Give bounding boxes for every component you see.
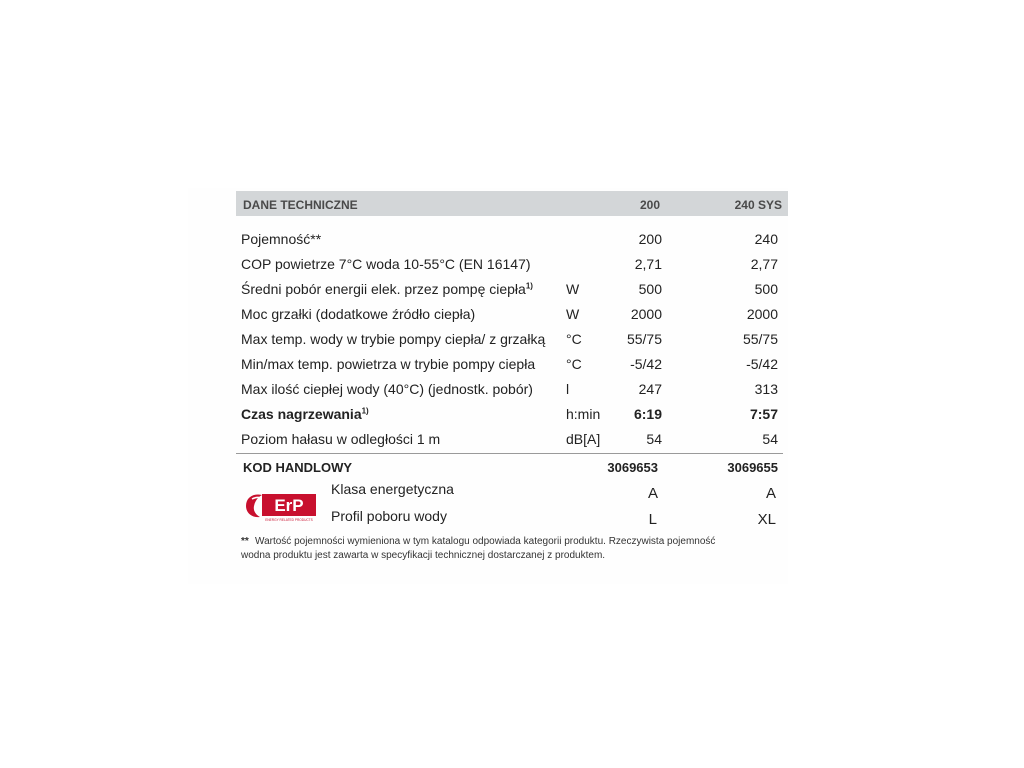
table-row	[241, 281, 781, 301]
table-row	[241, 381, 781, 401]
row-value-240: 2000	[746, 306, 778, 322]
row-label: Średni pobór energii elek. przez pompę ciepła	[241, 281, 526, 297]
table-row	[241, 256, 781, 276]
footnote-line-2: wodna produktu jest zawarta w specyfikacji technicznej dostarczanej z produktem.	[241, 550, 606, 561]
header-col-200: 200	[639, 198, 660, 212]
row-unit: dB[A]	[566, 431, 601, 447]
footnote	[241, 535, 781, 561]
row-unit: °C	[566, 331, 582, 347]
row-value-200: 6:19	[633, 406, 662, 422]
kod-handlowy-240: 3069655	[727, 460, 778, 475]
header-col-240sys: 240 SYS	[734, 198, 782, 212]
row-value-240: 313	[754, 381, 778, 397]
row-value-240: 240	[754, 231, 778, 247]
table-row	[241, 331, 781, 351]
row-unit: °C	[566, 356, 582, 372]
row-unit: h:min	[566, 406, 601, 422]
water-profile-label: Profil poboru wody	[331, 508, 447, 524]
row-unit: W	[566, 306, 580, 322]
row-unit: l	[566, 381, 570, 397]
row-value-200: 500	[638, 281, 662, 297]
table-row-heating-time	[241, 406, 781, 426]
row-value-240: 55/75	[742, 331, 778, 347]
row-value-240: 7:57	[749, 406, 778, 422]
row-label: Min/max temp. powietrza w trybie pompy ciepła	[241, 356, 536, 372]
erp-logo-subtext: ENERGY RELATED PRODUCTS	[265, 518, 313, 522]
row-label: Poziom hałasu w odległości 1 m	[241, 431, 441, 447]
row-label: Czas nagrzewania	[241, 406, 362, 422]
row-value-200: 54	[646, 431, 662, 447]
kod-handlowy-label: KOD HANDLOWY	[243, 460, 353, 475]
row-value-200: 2000	[630, 306, 662, 322]
row-value-200: 2,71	[634, 256, 662, 272]
water-profile-240: XL	[757, 511, 776, 528]
row-label-wrap	[241, 406, 369, 422]
row-value-240: 54	[762, 431, 778, 447]
erp-logo-icon	[242, 489, 318, 523]
row-footnote-ref: 1)	[361, 406, 369, 416]
row-value-200: 200	[638, 231, 662, 247]
row-value-200: 55/75	[626, 331, 662, 347]
energy-class-240: A	[765, 485, 776, 502]
row-value-240: 2,77	[750, 256, 778, 272]
kod-handlowy-200: 3069653	[607, 460, 658, 475]
table-row	[241, 431, 781, 451]
row-unit: W	[566, 281, 580, 297]
section-divider	[236, 453, 783, 454]
energy-class-200: A	[647, 485, 658, 502]
row-value-240: -5/42	[746, 356, 778, 372]
row-footnote-ref: 1)	[525, 281, 533, 291]
water-profile-200: L	[648, 511, 657, 528]
table-row	[241, 356, 781, 376]
footnote-mark: **	[241, 536, 249, 547]
header-title: DANE TECHNICZNE	[243, 198, 358, 212]
row-value-200: -5/42	[630, 356, 662, 372]
row-label: Max ilość ciepłej wody (40°C) (jednostk. pobór)	[241, 381, 533, 397]
row-value-200: 247	[638, 381, 662, 397]
footnote-line-1: Wartość pojemności wymieniona w tym katalogu odpowiada kategorii produktu. Rzeczywista pojemność	[255, 536, 716, 547]
row-label: COP powietrze 7°C woda 10-55°C (EN 16147)	[241, 256, 531, 272]
row-label: Moc grzałki (dodatkowe źródło ciepła)	[241, 306, 476, 322]
erp-logo-text: ErP	[274, 496, 304, 515]
row-label: Pojemność**	[241, 231, 322, 247]
row-value-240: 500	[754, 281, 778, 297]
energy-class-label: Klasa energetyczna	[331, 481, 454, 497]
row-label-wrap	[241, 281, 533, 297]
row-label: Max temp. wody w trybie pompy ciepła/ z grzałką	[241, 331, 546, 347]
table-row	[241, 306, 781, 326]
table-row	[241, 231, 781, 251]
